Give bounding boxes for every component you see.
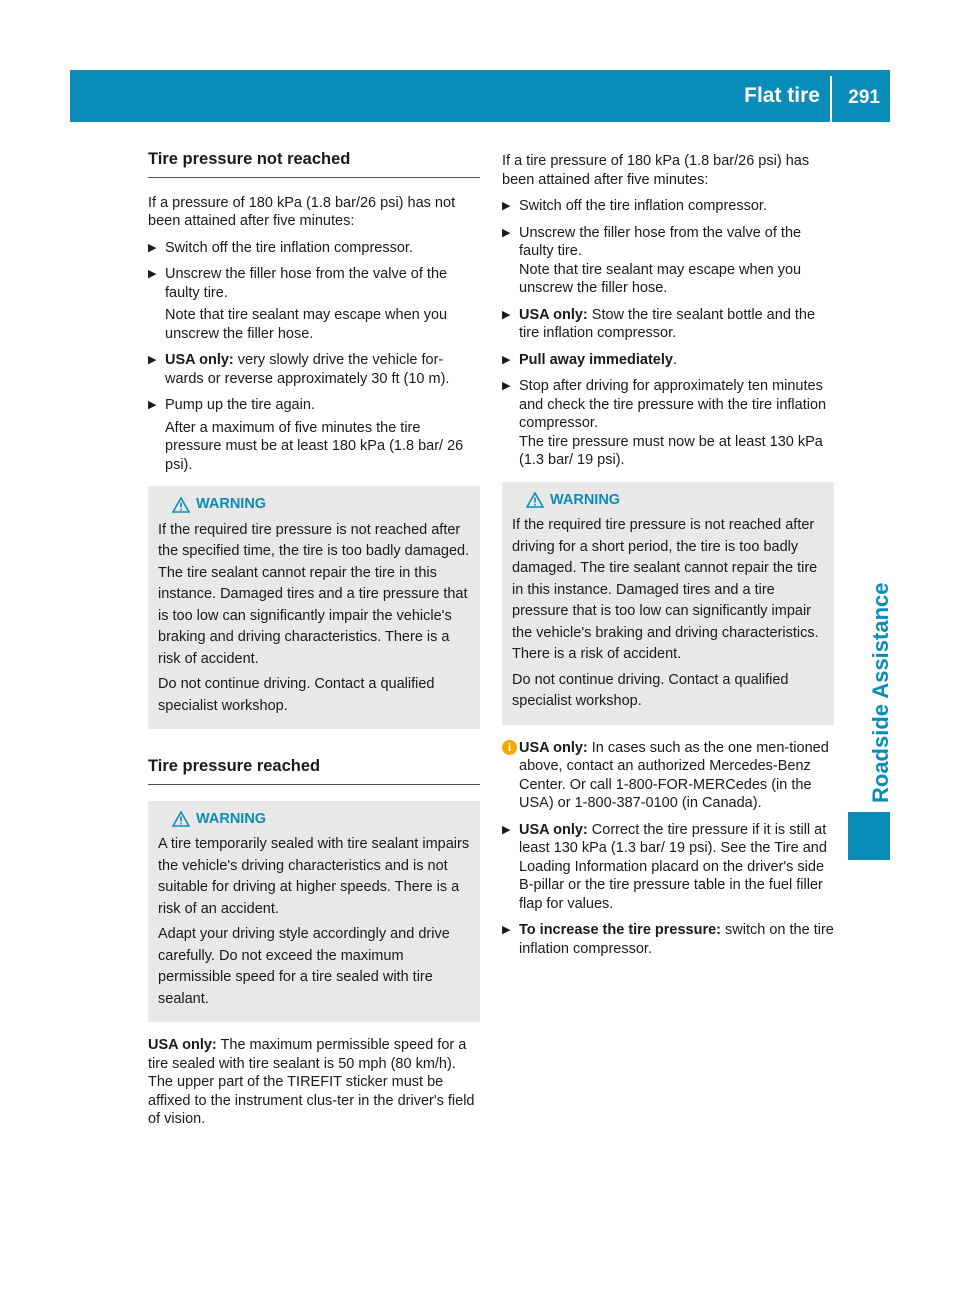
step-item xyxy=(502,306,834,343)
warning-label: WARNING xyxy=(196,810,267,827)
step-text: Switch off the tire inflation compressor. xyxy=(165,239,413,256)
warning-text: A tire temporarily sealed with tire sealant impairs the vehicle's driving characteristics and is not suitable for driving at higher speeds. There is a risk of an accident. xyxy=(158,836,470,917)
header-bar xyxy=(70,70,890,122)
usa-note-text: The maximum permissible speed for a tire sealed with tire sealant is 50 mph (80 km/h). The upper part of the TIREFIT sticker must be affixed to the instrument clus-ter in the driver's field of vision. xyxy=(148,1037,475,1127)
warning-text: If the required tire pressure is not reached after the specified time, the tire is too badly damaged. The tire sealant cannot repair the tire in this instance. Damaged tires and a tire pressure that is too low can significantly impair the vehicle's braking and driving characteristics. There is a risk of accident. xyxy=(158,521,470,667)
warning-box xyxy=(148,486,480,729)
step-item xyxy=(148,265,480,343)
step-text: Pump up the tire again. xyxy=(165,397,315,413)
step-text: Stow the tire sealant bottle and the tire inflation compressor. xyxy=(519,306,816,341)
step-arrow-icon: ▶ xyxy=(502,200,511,212)
warning-text: Do not continue driving. Contact a qualified specialist workshop. xyxy=(512,671,789,709)
usa-note-bold: USA only: xyxy=(148,1037,217,1053)
left-column xyxy=(148,150,480,1137)
step-arrow-icon: ▶ xyxy=(148,241,157,254)
warning-label: WARNING xyxy=(196,496,267,512)
info-note xyxy=(502,739,834,813)
step-bold: To increase the tire pressure: xyxy=(519,922,722,938)
step-text: Correct the tire pressure if it is still at least 130 kPa (1.3 bar/ 19 psi). See the Tire and Loading Information placard on the driver's side B-pillar or the tire pressure table in the fuel filler flap for values. xyxy=(519,821,827,912)
step-item xyxy=(502,197,834,216)
step-note: Note that tire sealant may escape when you unscrew the filler hose. xyxy=(519,261,802,296)
step-item xyxy=(502,224,834,298)
usa-note xyxy=(148,1036,480,1129)
step-item xyxy=(148,351,480,388)
step-text: very slowly drive the vehicle for-wards or reverse approximately 30 ft (10 m). xyxy=(165,352,450,387)
step-item xyxy=(148,239,480,258)
step-text: switch on the tire inflation compressor. xyxy=(519,922,834,957)
section-heading-reached: Tire pressure reached xyxy=(148,757,480,785)
info-bold: USA only: xyxy=(519,739,588,756)
step-item xyxy=(502,377,834,470)
header-divider xyxy=(830,76,832,122)
step-text: Stop after driving for approximately ten minutes and check the tire pressure with the tire inflation compressor. xyxy=(519,378,827,431)
step-item xyxy=(502,821,834,914)
step-text: Unscrew the filler hose from the valve of the faulty tire. xyxy=(519,224,802,259)
warning-triangle-icon xyxy=(172,497,190,513)
step-text: Switch off the tire inflation compressor. xyxy=(519,198,767,214)
warning-triangle-icon xyxy=(172,811,190,827)
warning-box xyxy=(502,482,834,725)
step-arrow-icon: ▶ xyxy=(502,823,511,836)
side-tab-label: Roadside Assistance xyxy=(868,582,893,803)
warning-text: Adapt your driving style accordingly and drive carefully. Do not exceed the maximum permissible speed for a tire sealed with tire sealant. xyxy=(158,926,450,1007)
step-note: The tire pressure must now be at least 130 kPa (1.3 bar/ 19 psi). xyxy=(519,433,823,468)
step-arrow-icon: ▶ xyxy=(502,308,511,321)
step-arrow-icon: ▶ xyxy=(148,268,157,280)
spacer xyxy=(148,743,480,757)
side-tab-marker xyxy=(848,812,890,860)
info-text: In cases such as the one men-tioned above, contact an authorized Mercedes-Benz Center. Or call 1-800-FOR-MERCedes (in the USA) or 1-800-387-0100 (in Canada). xyxy=(519,739,829,811)
step-text: Unscrew the filler hose from the valve of the faulty tire. xyxy=(165,266,448,301)
step-arrow-icon: ▶ xyxy=(148,354,157,366)
warning-header xyxy=(158,494,470,516)
warning-header xyxy=(158,809,470,831)
intro-text: If a pressure of 180 kPa (1.8 bar/26 psi) has not been attained after five minutes: xyxy=(148,194,456,229)
warning-box xyxy=(148,801,480,1023)
info-icon: i xyxy=(502,740,517,755)
step-bold: USA only: xyxy=(519,306,588,323)
step-arrow-icon: ▶ xyxy=(502,353,511,366)
step-item xyxy=(148,396,480,474)
step-note: After a maximum of five minutes the tire pressure must be at least 180 kPa (1.8 bar/ 26 psi). xyxy=(165,419,464,473)
step-arrow-icon: ▶ xyxy=(502,924,511,936)
step-text: . xyxy=(672,351,677,368)
step-item xyxy=(502,921,834,958)
step-note: Note that tire sealant may escape when you unscrew the filler hose. xyxy=(165,307,448,342)
section-heading-not-reached: Tire pressure not reached xyxy=(148,150,480,178)
warning-label: WARNING xyxy=(550,491,621,508)
page-number: 291 xyxy=(848,87,880,108)
right-column xyxy=(502,152,834,966)
step-arrow-icon: ▶ xyxy=(502,226,511,239)
step-arrow-icon: ▶ xyxy=(148,399,157,411)
step-arrow-icon: ▶ xyxy=(502,380,511,392)
intro-text: If a tire pressure of 180 kPa (1.8 bar/26 psi) has been attained after five minutes: xyxy=(502,153,810,188)
step-item xyxy=(502,351,834,370)
step-bold: USA only: xyxy=(519,821,588,838)
step-bold: USA only: xyxy=(165,352,234,368)
chapter-title: Flat tire xyxy=(744,84,820,107)
warning-text: Do not continue driving. Contact a qualified specialist workshop. xyxy=(158,676,435,714)
warning-text: If the required tire pressure is not reached after driving for a short period, the tire is too badly damaged. The tire sealant cannot repair the tire in this instance. Damaged tires and a tire pressure that is too low can significantly impair the vehicle's braking and driving characteristics. There is a risk of accident. xyxy=(512,517,819,662)
warning-header xyxy=(512,490,824,512)
warning-triangle-icon xyxy=(526,492,544,508)
step-bold: Pull away immediately xyxy=(519,351,673,368)
